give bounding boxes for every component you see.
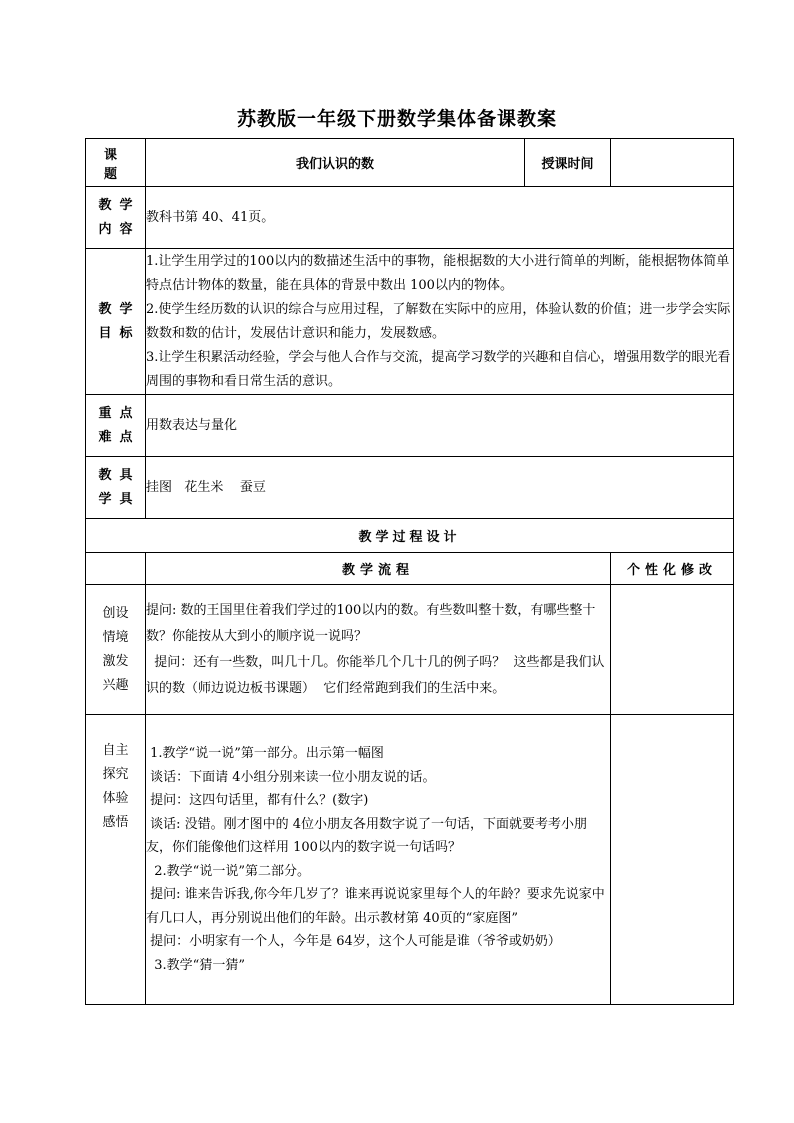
mod-cell[interactable] (611, 715, 734, 1005)
goals-row (86, 249, 734, 395)
goal-item: 2.使学生经历数的认识的综合与应用过程，了解数在实际中的应用，体验认数的价值；进一步学会实际数数和数的估计，发展估计意识和能力，发展数感。 (146, 301, 731, 341)
flow-header: 教学流程 (146, 553, 611, 585)
stage-header-blank (86, 553, 146, 585)
topic-row (86, 139, 734, 187)
tools-text: 挂图 花生米 蚕豆 (146, 457, 734, 519)
stage-content: 1.教学“说一说”第一部分。出示第一幅图 谈话：下面请 4小组分别来读一位小朋友说的话。 提问：这四句话里，都有什么？(数字) 谈话: 没错。刚才图中的 4位小朋友各用数字说了一句话，下面就要考考小朋友，你们能像他们这样用 100以内的数字说一句话吗？ 2.教学“说一说”第二部分。 提问: 谁来告诉我,你今年几岁了？谁来再说说家里每个人的年龄？要求先说家中有几口人，再分别说出他们的年龄。出示教材第 40页的“家庭图” 提问：小明家有一个人，今年是 64岁，这个人可能是谁（爷爷或奶奶） 3.教学“猜一猜” (146, 715, 611, 1005)
stage-label: 自主 探究 体验 感悟 (86, 715, 146, 1005)
topic-label: 课 题 (86, 139, 146, 187)
lesson-plan-table (85, 138, 734, 1005)
content-text: 教科书第 40、41页。 (146, 187, 734, 249)
goal-item: 3.让学生积累活动经验，学会与他人合作与交流，提高学习数学的兴趣和自信心，增强用数学的眼光看周围的事物和看日常生活的意识。 (146, 349, 731, 389)
content-label: 教学 内容 (86, 187, 146, 249)
process-title: 教学过程设计 (86, 519, 734, 553)
mod-cell[interactable] (611, 585, 734, 715)
page-title: 苏教版一年级下册数学集体备课教案 (236, 108, 557, 130)
time-value[interactable] (611, 139, 734, 187)
mod-header: 个性化修改 (611, 553, 734, 585)
tools-label: 教具 学具 (86, 457, 146, 519)
goal-item: 1.让学生用学过的100以内的数描述生活中的事物，能根据数的大小进行简单的判断，能根据物体简单特点估计物体的数量，能在具体的背景中数出 100以内的物体。 (146, 253, 730, 293)
goals-text (146, 249, 734, 395)
process-header-row (86, 553, 734, 585)
content-row (86, 187, 734, 249)
stage-content: 提问: 数的王国里住着我们学过的100以内的数。有些数叫整十数，有哪些整十数？你能按从大到小的顺序说一说吗？ 提问：还有一些数，叫几十几。你能举几个几十几的例子吗？ 这些都是我们认识的数（师边说边板书课题） 它们经常跑到我们的生活中来。 (146, 585, 611, 715)
tools-row (86, 457, 734, 519)
topic-value: 我们认识的数 (146, 139, 525, 187)
stage-row (86, 715, 734, 1005)
time-label: 授课时间 (525, 139, 611, 187)
key-row (86, 395, 734, 457)
process-title-row (86, 519, 734, 553)
key-text: 用数表达与量化 (146, 395, 734, 457)
goals-label: 教学 目标 (86, 249, 146, 395)
stage-row (86, 585, 734, 715)
key-label: 重点 难点 (86, 395, 146, 457)
stage-label: 创设 情境 激发 兴趣 (86, 585, 146, 715)
